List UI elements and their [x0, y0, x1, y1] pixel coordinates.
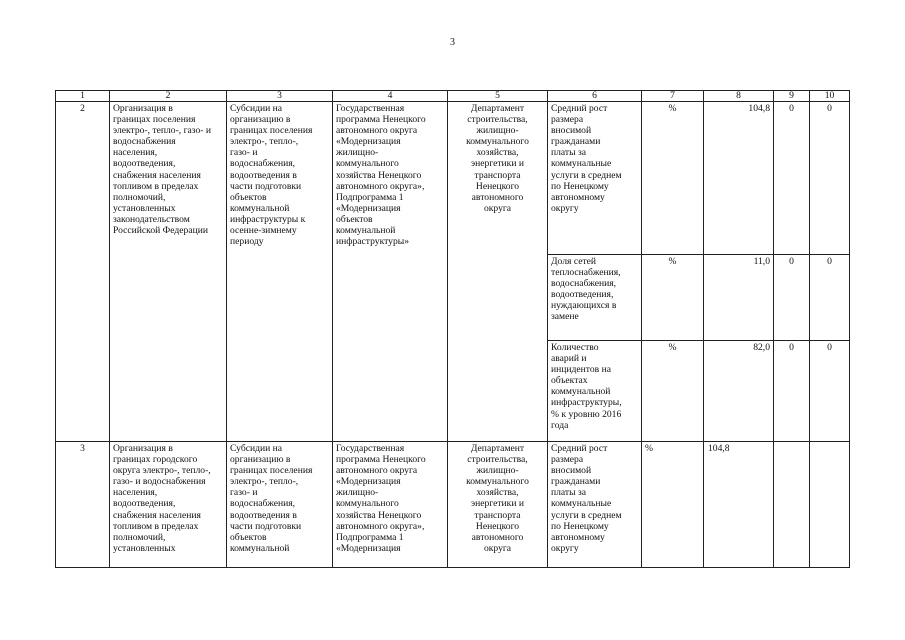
indicator-col10-cell	[810, 442, 850, 568]
indicator-col9-cell: 0	[774, 255, 810, 341]
indicator-value-cell: 104,8	[704, 442, 774, 568]
header-cell-1: 1	[56, 91, 110, 102]
indicator-name-cell: Средний рост размера вносимой гражданами платы за коммунальные услуги в среднем по Ненецкому автономному округу	[548, 442, 642, 568]
funding-cell: Субсидии на организацию в границах поселения электро-, тепло-, газо- и водоснабжения, водоотведения в части подготовки объектов коммунальной инфраструктуры к осенне-зимнему периоду	[227, 102, 333, 442]
indicator-unit-cell: %	[642, 341, 704, 442]
indicator-col9-cell	[774, 442, 810, 568]
indicator-col10-cell: 0	[810, 102, 850, 255]
table-row	[56, 102, 850, 255]
header-cell-4: 4	[333, 91, 448, 102]
indicator-name-cell: Средний рост размера вносимой гражданами платы за коммунальные услуги в среднем по Ненецкому автономному округу	[548, 102, 642, 255]
indicator-col9-cell: 0	[774, 341, 810, 442]
row-number-cell: 2	[56, 102, 110, 442]
table-header-row	[56, 91, 850, 102]
header-cell-7: 7	[642, 91, 704, 102]
indicator-col10-cell: 0	[810, 341, 850, 442]
page-number: 3	[450, 37, 455, 48]
indicator-col10-cell: 0	[810, 255, 850, 341]
table-row	[56, 442, 850, 568]
indicator-col9-cell: 0	[774, 102, 810, 255]
header-cell-5: 5	[448, 91, 548, 102]
indicator-name-cell: Доля сетей теплоснабжения, водоснабжения, водоотведения, нуждающихся в замене	[548, 255, 642, 341]
department-cell: Департамент строительства, жилищно- коммунального хозяйства, энергетики и транспорта Ненецкого автономного округа	[448, 442, 548, 568]
header-cell-9: 9	[774, 91, 810, 102]
program-cell: Государственная программа Ненецкого автономного округа «Модернизация жилищно- коммунального хозяйства Ненецкого автономного округа», Подпрограмма 1 «Модернизация	[333, 442, 448, 568]
activity-cell: Организация в границах городского округа электро-, тепло-, газо- и водоснабжения населения, водоотведения, снабжения населения топливом в пределах полномочий, установленных	[110, 442, 227, 568]
indicator-name-cell: Количество аварий и инцидентов на объектах коммунальной инфраструктуры, % к уровню 2016 года	[548, 341, 642, 442]
indicators-table	[55, 90, 850, 568]
indicator-unit-cell: %	[642, 442, 704, 568]
program-cell: Государственная программа Ненецкого автономного округа «Модернизация жилищно- коммунального хозяйства Ненецкого автономного округа», Подпрограмма 1 «Модернизация объектов коммунальной инфраструктуры»	[333, 102, 448, 442]
header-cell-10: 10	[810, 91, 850, 102]
indicator-unit-cell: %	[642, 255, 704, 341]
activity-cell: Организация в границах поселения электро-, тепло-, газо- и водоснабжения населения, водоотведения, снабжения населения топливом в пределах полномочий, установленных законодательством Российской Федерации	[110, 102, 227, 442]
row-number-cell: 3	[56, 442, 110, 568]
indicator-unit-cell: %	[642, 102, 704, 255]
header-cell-3: 3	[227, 91, 333, 102]
indicator-value-cell: 104,8	[704, 102, 774, 255]
indicator-value-cell: 82,0	[704, 341, 774, 442]
funding-cell: Субсидии на организацию в границах поселения электро-, тепло-, газо- и водоснабжения, водоотведения в части подготовки объектов коммунальной	[227, 442, 333, 568]
header-cell-6: 6	[548, 91, 642, 102]
header-cell-2: 2	[110, 91, 227, 102]
indicator-value-cell: 11,0	[704, 255, 774, 341]
header-cell-8: 8	[704, 91, 774, 102]
department-cell: Департамент строительства, жилищно- коммунального хозяйства, энергетики и транспорта Ненецкого автономного округа	[448, 102, 548, 442]
